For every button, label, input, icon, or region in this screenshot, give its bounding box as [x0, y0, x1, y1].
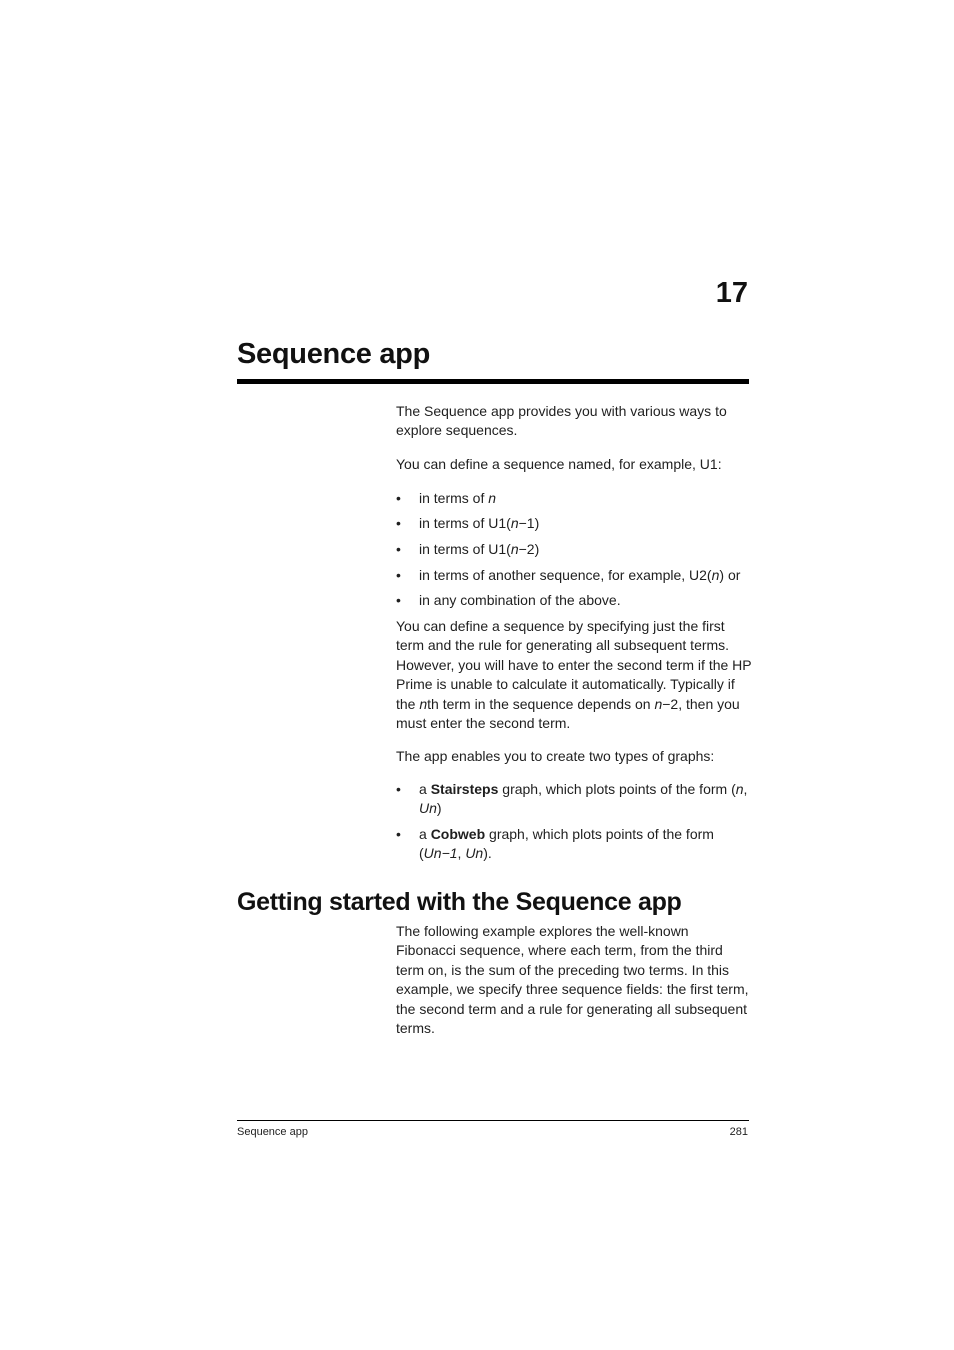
list-item-text: in terms of U1(n−1): [419, 515, 540, 531]
footer-chapter-label: Sequence app: [237, 1126, 308, 1138]
list-item: [396, 780, 752, 819]
section-paragraph-text: The following example explores the well-known Fibonacci sequence, where each term, from the third term on, is the sum of the preceding two terms. In this example, we specify three sequence fields: the first term, the second term and a rule for generating all subsequent terms.: [396, 923, 749, 1037]
bullet-dot: •: [396, 567, 401, 583]
list-item: [396, 540, 752, 559]
bullet-dot: •: [396, 490, 401, 506]
section-paragraph: [396, 922, 752, 1038]
define-lead-paragraph: [396, 455, 752, 474]
graphs-intro-text: The app enables you to create two types of graphs:: [396, 748, 715, 764]
list-item: [396, 566, 752, 585]
list-item-text: in terms of n: [419, 490, 497, 506]
define-paragraph: [396, 617, 752, 733]
list-item-text: in any combination of the above.: [419, 592, 621, 608]
list-item-text: a Cobweb graph, which plots points of the form (Un−1, Un).: [419, 826, 714, 862]
bullet-dot: •: [396, 541, 401, 557]
bullet-dot: •: [396, 781, 401, 797]
list-item-text: a Stairsteps graph, which plots points of the form (n, Un): [419, 781, 748, 817]
bullet-dot: •: [396, 592, 401, 608]
list-item: [396, 591, 752, 610]
list-item: [396, 514, 752, 533]
footer-rule: [237, 1120, 749, 1121]
list-item-text: in terms of U1(n−2): [419, 541, 540, 557]
list-item-text: in terms of another sequence, for example, U2(n) or: [419, 567, 741, 583]
list-item: [396, 825, 752, 864]
intro-text: The Sequence app provides you with various ways to explore sequences.: [396, 403, 727, 439]
intro-paragraph: [396, 402, 752, 441]
graphs-intro-paragraph: [396, 747, 752, 766]
bullet-dot: •: [396, 826, 401, 842]
page-number: 281: [729, 1126, 748, 1138]
define-lead-text: You can define a sequence named, for example, U1:: [396, 456, 722, 472]
section-heading: Getting started with the Sequence app: [237, 888, 682, 916]
list-item: [396, 489, 752, 508]
chapter-title: Sequence app: [237, 338, 431, 370]
chapter-title-rule: [237, 379, 749, 384]
define-paragraph-text: You can define a sequence by specifying just the first term and the rule for generating all subsequent terms. However, you will have to enter the second term if the HP Prime is unable to calculate it automatically. Typically if the nth term in the sequence depends on n−2, then you must enter the second term.: [396, 618, 752, 732]
chapter-number: 17: [715, 277, 748, 309]
bullet-dot: •: [396, 515, 401, 531]
